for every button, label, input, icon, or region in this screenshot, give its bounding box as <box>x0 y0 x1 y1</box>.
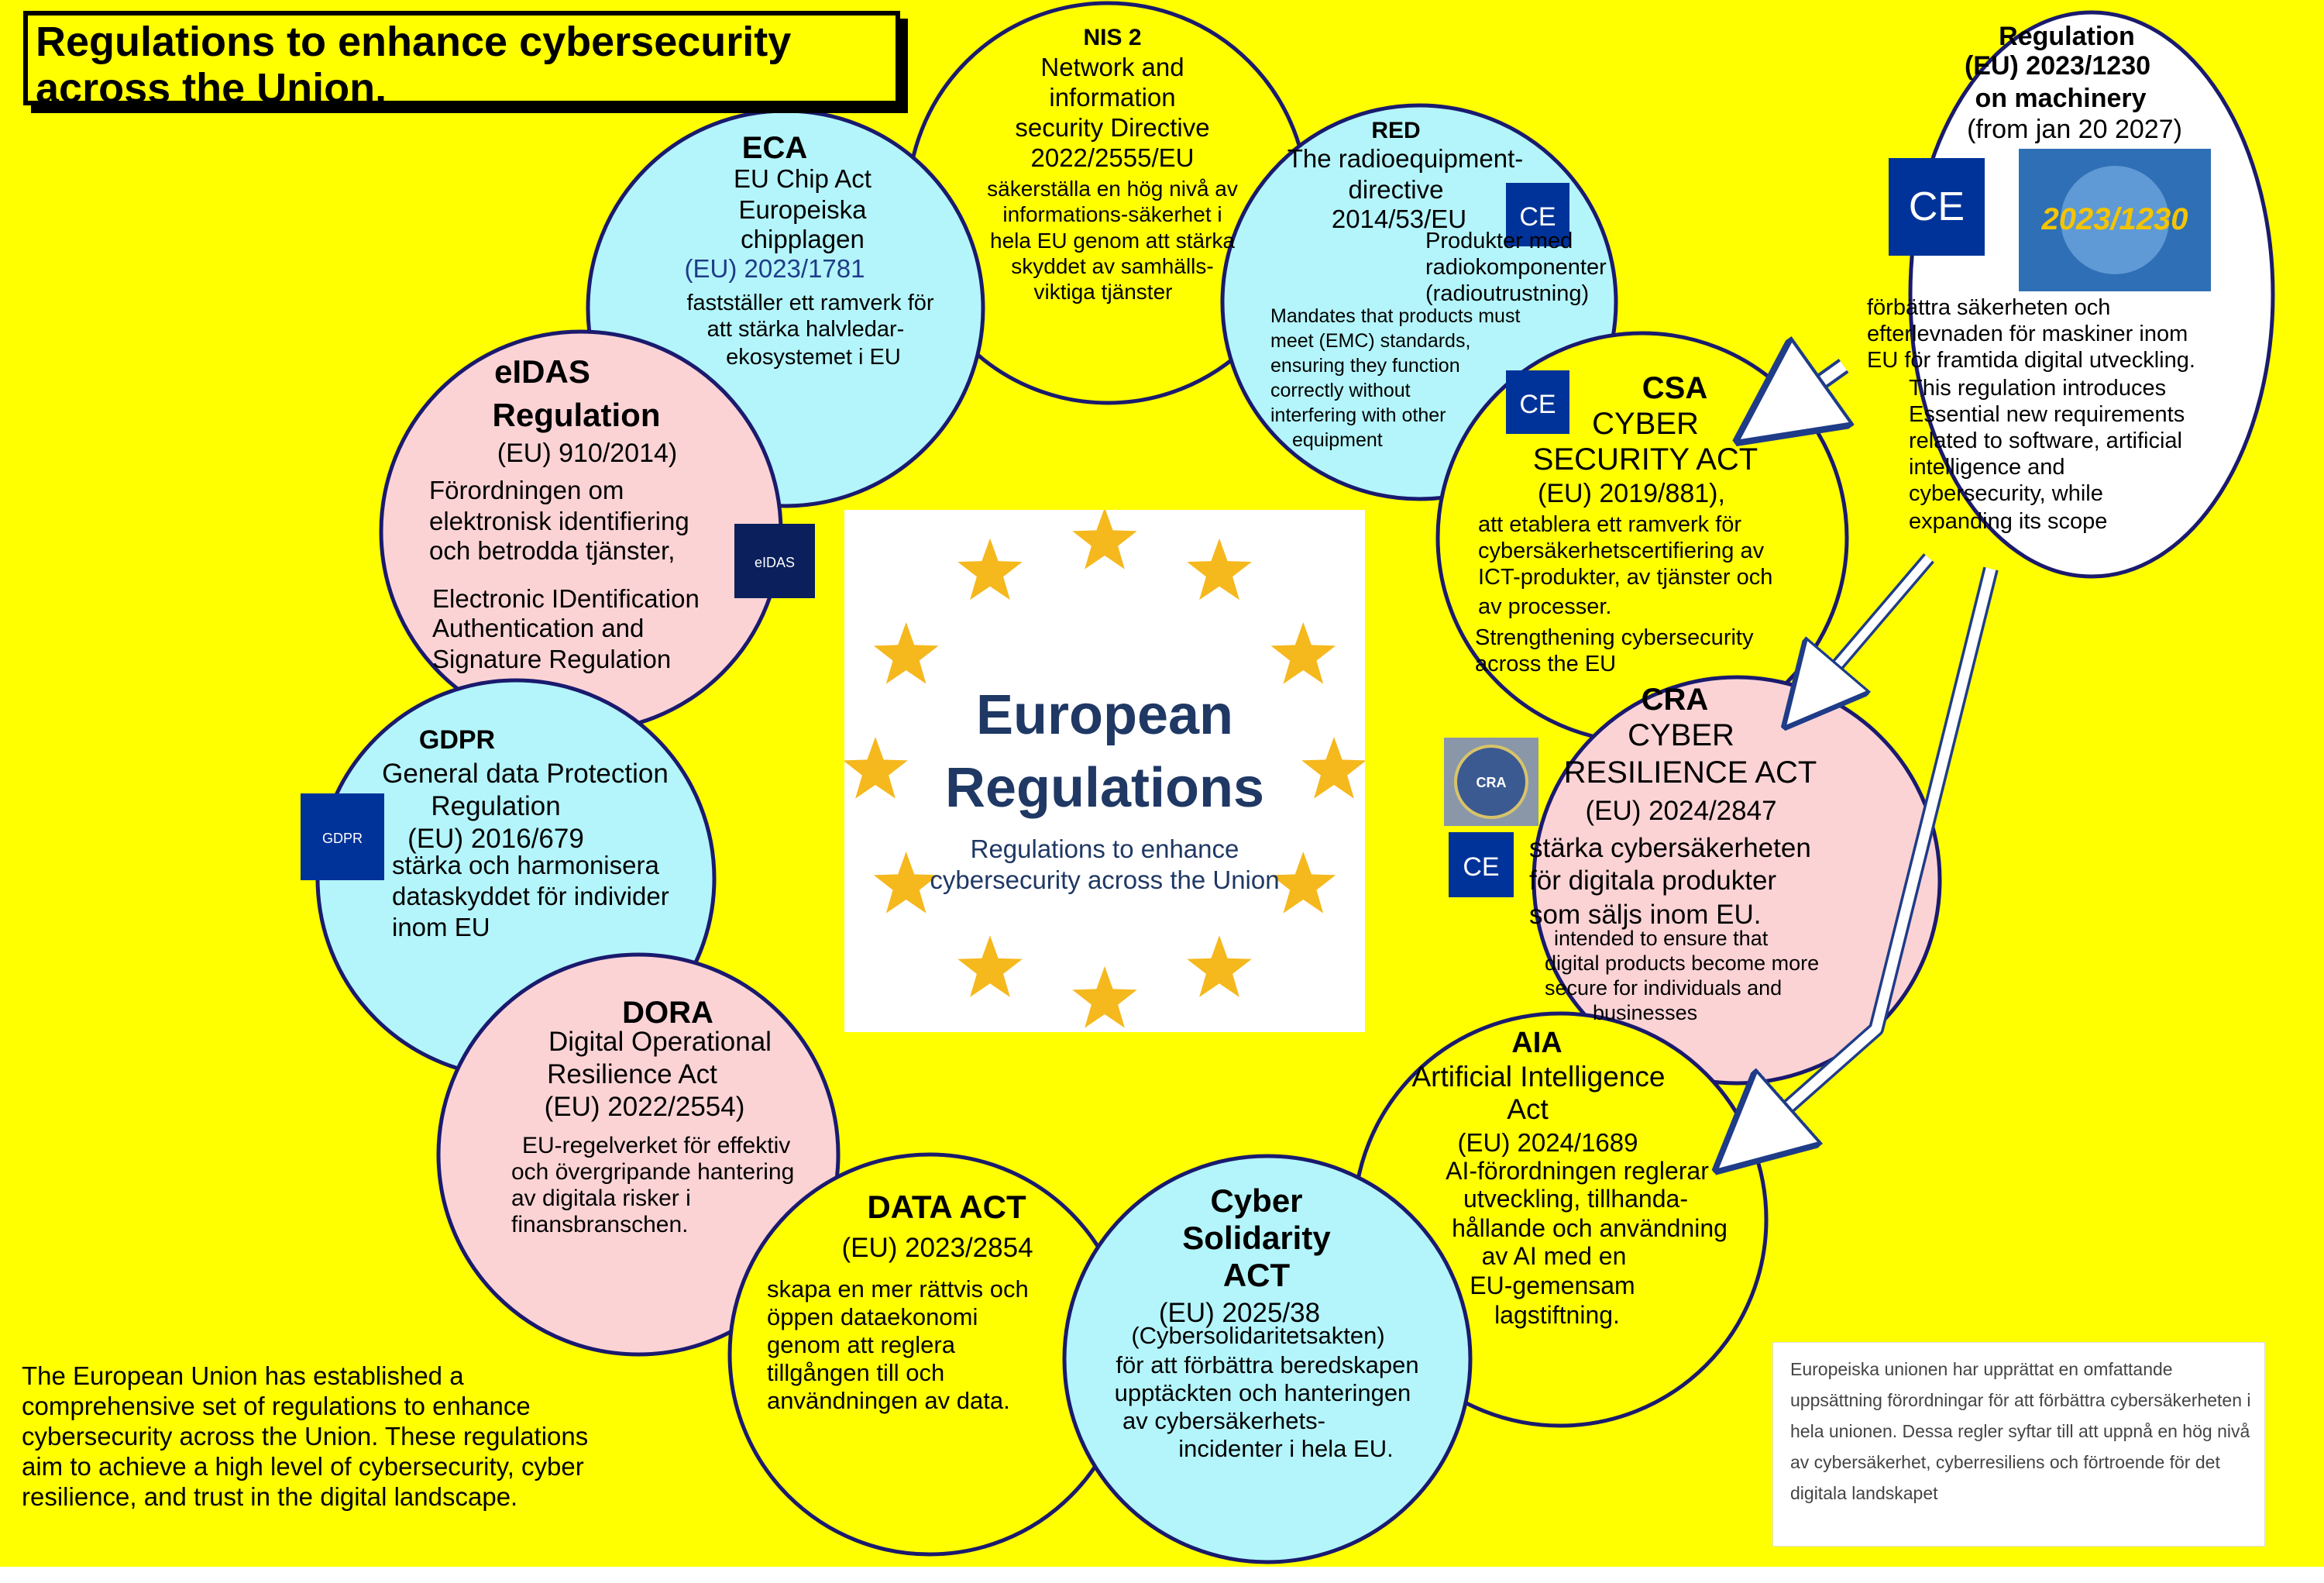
cyber-solidarity-line: incidenter i hela EU. <box>1178 1435 1394 1462</box>
eidas-line: Förordningen om <box>429 476 624 504</box>
star-icon <box>1187 539 1252 601</box>
csa-title: CSA <box>1642 371 1708 405</box>
aia-line: Artificial Intelligence <box>1411 1061 1666 1093</box>
nis2-line: informations-säkerhet i <box>1002 202 1222 226</box>
red-line: The radioequipment- <box>1287 144 1524 173</box>
dora-line: finansbranschen. <box>511 1212 689 1237</box>
data-act-line: tillgången till och <box>767 1359 945 1386</box>
data-act-line: användningen av data. <box>767 1387 1010 1414</box>
dora-line: av digitala risker i <box>511 1186 691 1211</box>
ce-mark-label: CE <box>1908 184 1965 229</box>
cyber-solidarity-line: (Cybersolidaritetsakten) <box>1131 1322 1385 1349</box>
intro-text: The European Union has established a comprehensive set of regulations to enhance cybersecurity across the Union. These regulations aim to achieve a high level of cybersecurity, cyber resilience, and trust in the digital landscape. <box>22 1361 589 1511</box>
machinery-line: This regulation introduces <box>1909 376 2167 401</box>
cra-line: som säljs inom EU. <box>1529 900 1762 930</box>
eidas-line: och betrodda tjänster, <box>429 536 676 565</box>
cyber-solidarity-line: (EU) 2025/38 <box>1158 1298 1321 1328</box>
cyber-solidarity-line: för att förbättra beredskapen <box>1116 1351 1419 1378</box>
csa-line: cybersäkerhetscertifiering av <box>1478 539 1765 563</box>
cyber-solidarity-line: Solidarity <box>1182 1220 1331 1256</box>
machinery-line: cybersecurity, while <box>1909 481 2103 506</box>
star-icon <box>957 539 1023 601</box>
cra-line: RESILIENCE ACT <box>1563 755 1817 790</box>
aia-line: Act <box>1507 1093 1549 1125</box>
cyber-solidarity-line: ACT <box>1222 1257 1291 1293</box>
aia-line: lagstiftning. <box>1494 1301 1620 1329</box>
dora-line: (EU) 2022/2554) <box>544 1092 745 1122</box>
dora-line: EU-regelverket för effektiv <box>522 1133 791 1158</box>
machinery-line: related to software, artificial <box>1909 428 2182 453</box>
eidas-line: Signature Regulation <box>432 645 672 673</box>
aia-line: hållande och användning <box>1452 1214 1728 1242</box>
red-title: RED <box>1371 118 1421 143</box>
ce-mark-icon <box>1449 832 1514 897</box>
gdpr-badge-label: GDPR <box>321 831 363 846</box>
csa-line: ICT-produkter, av tjänster och <box>1478 565 1773 590</box>
machinery-line: EU för framtida digital utveckling. <box>1867 348 2195 373</box>
eidas-title: eIDAS <box>494 353 590 390</box>
star-icon <box>957 935 1023 997</box>
eidas-line: Regulation <box>492 397 661 433</box>
gdpr-line: (EU) 2016/679 <box>407 824 584 854</box>
regulation-number-label: 2023/1230 <box>2041 202 2188 236</box>
center-title: European Regulations <box>944 684 1265 819</box>
data-act-line: (EU) 2023/2854 <box>841 1233 1033 1263</box>
eidas-badge-icon <box>734 524 815 598</box>
red-line: ensuring they function <box>1270 355 1460 377</box>
red-line: 2014/53/EU <box>1331 205 1467 233</box>
bottom-border <box>0 1567 2324 1579</box>
cyber-solidarity-line: upptäckten och hanteringen <box>1114 1379 1411 1406</box>
machinery-line: Essential new requirements <box>1909 402 2185 427</box>
eidas-line: Electronic IDentification <box>432 584 700 613</box>
red-line: radiokomponenter <box>1425 255 1607 280</box>
ce-mark-label: CE <box>1463 852 1500 882</box>
cyber-solidarity-line: av cybersäkerhets- <box>1122 1407 1325 1434</box>
star-icon <box>1187 935 1252 997</box>
eidas-line: Authentication and <box>432 614 645 642</box>
ce-mark-label: CE <box>1519 390 1556 419</box>
cra-line: (EU) 2024/2847 <box>1585 796 1777 826</box>
gdpr-line: Regulation <box>431 791 561 821</box>
cra-seal-label: CRA <box>1476 775 1507 790</box>
eidas-line: (EU) 910/2014) <box>497 439 678 468</box>
nis2-title: NIS 2 <box>1083 25 1142 50</box>
machinery-line: förbättra säkerheten och <box>1867 295 2111 320</box>
cra-seal-icon <box>1444 738 1538 826</box>
eidas-badge-label: eIDAS <box>754 555 796 570</box>
nis2-line: säkerställa en hög nivå av <box>987 177 1238 201</box>
ce-mark-label: CE <box>1519 202 1556 232</box>
red-line: meet (EMC) standards, <box>1270 330 1471 352</box>
aia-line: utveckling, tillhanda- <box>1463 1185 1688 1213</box>
gdpr-line: dataskyddet för individer <box>392 882 669 910</box>
star-icon <box>874 622 939 684</box>
machinery-line: efterlevnaden för maskiner inom <box>1867 322 2188 346</box>
dora-line: Resilience Act <box>547 1059 717 1089</box>
cra-line: secure for individuals and <box>1545 976 1783 1000</box>
gdpr-line: stärka och harmonisera <box>392 851 659 879</box>
cra-line: CYBER <box>1628 718 1734 752</box>
red-line: (radioutrustning) <box>1425 281 1590 306</box>
machinery-line: (from jan 20 2027) <box>1967 115 2182 144</box>
aia-line: EU-gemensam <box>1470 1272 1635 1299</box>
red-line: directive <box>1348 175 1444 204</box>
data-act-line: öppen dataekonomi <box>767 1303 978 1330</box>
data-act-line: skapa en mer rättvis och <box>767 1275 1029 1303</box>
swedish-note: Europeiska unionen har upprättat en omfattande uppsättning förordningar för att förbättra cybersäkerheten i hela unionen. Dessa regler syftar till att uppnå en hög nivå av cybersäkerhet, cyberresiliens och förtroende för det digitala landskapet <box>1772 1342 2265 1547</box>
nis2-line: viktiga tjänster <box>1033 280 1173 304</box>
gdpr-line: General data Protection <box>382 759 669 789</box>
csa-line: SECURITY ACT <box>1532 442 1758 477</box>
ce-mark-icon <box>1506 370 1569 434</box>
cyber-solidarity-title: Cyber <box>1210 1182 1303 1219</box>
dora-line: och övergripande hantering <box>511 1159 795 1185</box>
center-subtitle: Regulations to enhance cybersecurity across the Union <box>930 835 1280 894</box>
ce-mark-icon <box>1889 158 1985 256</box>
eca-line: Europeiska <box>738 195 867 224</box>
machinery-line: (EU) 2023/1230 <box>1964 51 2151 81</box>
eca-line: chipplagen <box>741 225 865 253</box>
gdpr-badge-icon <box>301 793 384 880</box>
gdpr-title: GDPR <box>418 725 496 755</box>
eca-line: (EU) 2023/1781 <box>684 254 865 283</box>
cra-line: för digitala produkter <box>1529 865 1777 896</box>
csa-line: att etablera ett ramverk för <box>1478 512 1742 537</box>
data-act-title: DATA ACT <box>867 1189 1026 1225</box>
csa-line: av processer. <box>1478 594 1612 619</box>
eca-line: fastställer ett ramverk för <box>686 291 934 315</box>
machinery-line: intelligence and <box>1909 455 2065 480</box>
red-line: equipment <box>1292 429 1383 451</box>
gdpr-line: inom EU <box>392 913 490 941</box>
machinery-line: on machinery <box>1975 84 2147 113</box>
star-icon <box>1271 622 1336 684</box>
center-panel <box>844 510 1365 1032</box>
regulation-2023-1230-image <box>2019 149 2211 291</box>
cra-line: digital products become more <box>1545 952 1820 975</box>
aia-line: (EU) 2024/1689 <box>1457 1128 1638 1157</box>
eca-line: EU Chip Act <box>734 164 871 193</box>
star-icon <box>1072 510 1137 570</box>
red-line: correctly without <box>1270 380 1411 401</box>
star-icon <box>1072 966 1137 1028</box>
eca-title: ECA <box>741 131 808 165</box>
nis2-line: security Directive <box>1015 113 1210 142</box>
data-act-line: genom att reglera <box>767 1331 955 1358</box>
page-title: Regulations to enhance cybersecurity across the Union. <box>36 19 792 112</box>
red-line: Mandates that products must <box>1270 305 1521 327</box>
aia-line: AI-förordningen reglerar <box>1446 1157 1709 1185</box>
eca-line: ekosystemet i EU <box>726 345 901 370</box>
nis2-line: skyddet av samhälls- <box>1011 254 1214 278</box>
cra-title: CRA <box>1641 683 1709 717</box>
eidas-line: elektronisk identifiering <box>429 507 689 535</box>
nis2-line: 2022/2555/EU <box>1030 143 1195 172</box>
csa-line: CYBER <box>1592 407 1699 441</box>
nis2-line: Network and <box>1040 53 1184 81</box>
aia-title: AIA <box>1511 1027 1563 1059</box>
red-line: Produkter med <box>1425 229 1573 253</box>
machinery-line: expanding its scope <box>1909 509 2108 534</box>
csa-line: across the EU <box>1475 652 1617 676</box>
nis2-line: hela EU genom att stärka <box>990 229 1235 253</box>
cra-line: intended to ensure that <box>1554 927 1769 950</box>
nis2-line: information <box>1049 83 1176 112</box>
title-box <box>23 11 900 112</box>
red-line: interfering with other <box>1270 404 1446 426</box>
aia-line: av AI med en <box>1481 1242 1627 1270</box>
dora-title: DORA <box>622 996 713 1030</box>
csa-line: Strengthening cybersecurity <box>1475 625 1754 650</box>
eca-line: att stärka halvledar- <box>706 317 905 342</box>
cra-line: businesses <box>1593 1001 1698 1024</box>
dora-line: Digital Operational <box>548 1027 772 1057</box>
cra-line: stärka cybersäkerheten <box>1529 833 1811 863</box>
machinery-title: Regulation <box>1999 22 2135 51</box>
csa-line: (EU) 2019/881), <box>1538 479 1725 508</box>
